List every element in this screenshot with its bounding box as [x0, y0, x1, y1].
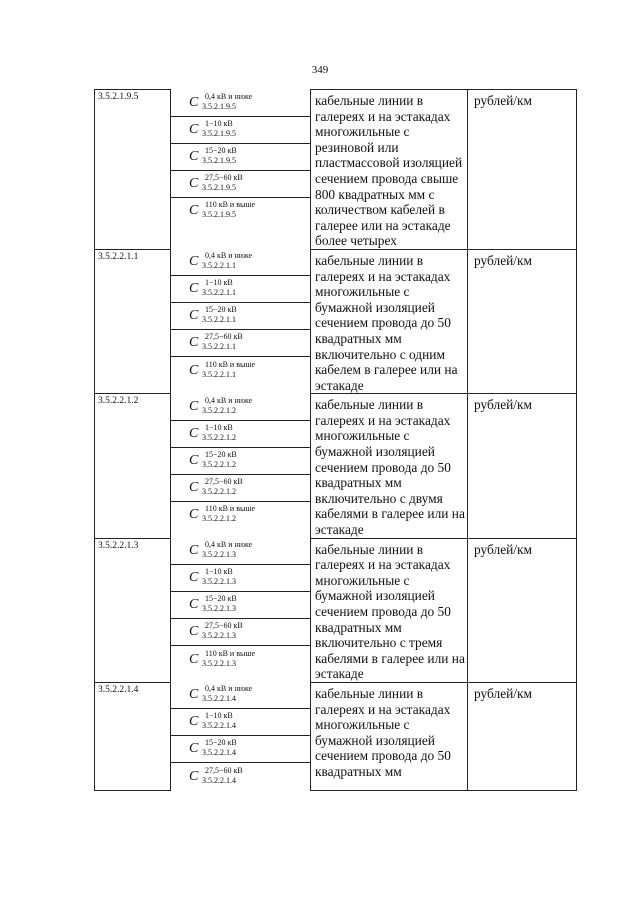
rate-symbol	[189, 765, 292, 789]
symbol-index: 3.5.2.2.1.1	[202, 288, 236, 298]
voltage-class: 1−10 кВ	[205, 567, 233, 577]
voltage-symbol-box	[171, 565, 310, 592]
symbol-index: 3.5.2.1.9.5	[202, 210, 236, 219]
rate-symbol	[189, 395, 292, 419]
voltage-symbol-box	[171, 475, 310, 502]
rate-symbol	[189, 331, 292, 355]
table-row	[95, 394, 577, 538]
symbol-letter: C	[189, 362, 199, 378]
symbol-index: 3.5.2.2.1.3	[202, 658, 236, 668]
symbol-letter: C	[189, 597, 199, 613]
voltage-symbols	[171, 249, 311, 393]
symbol-index: 3.5.2.2.1.4	[202, 748, 236, 758]
symbol-letter: C	[189, 452, 199, 468]
symbol-index: 3.5.2.2.1.3	[202, 604, 236, 614]
voltage-class: 27,5−60 кВ	[205, 621, 243, 631]
voltage-symbol-box	[171, 357, 310, 384]
row-unit: рублей/км	[468, 249, 577, 393]
symbol-letter: C	[189, 570, 199, 586]
symbol-letter: C	[189, 121, 199, 137]
symbol-letter: C	[189, 203, 199, 218]
voltage-symbols	[171, 394, 311, 538]
rate-symbol	[189, 539, 292, 563]
voltage-class: 0,4 кВ и ниже	[205, 251, 253, 261]
symbol-index: 3.5.2.2.1.1	[202, 369, 236, 379]
row-code: 3.5.2.1.9.5	[95, 90, 171, 250]
symbol-index: 3.5.2.2.1.1	[202, 315, 236, 325]
voltage-symbol-box	[171, 330, 310, 357]
symbol-letter: C	[189, 94, 199, 110]
page-number: 349	[311, 64, 329, 76]
voltage-symbol-box	[171, 421, 310, 448]
symbol-letter: C	[189, 768, 199, 784]
symbol-letter: C	[189, 714, 199, 730]
symbol-letter: C	[189, 148, 199, 164]
tariff-table	[94, 89, 577, 791]
voltage-symbol-box	[171, 394, 310, 421]
row-description: кабельные линии в галереях и на эстакадах многожильные с бумажной изоляцией сечением провода до 50 квадратных мм включительно с двумя кабелями в галерее или на эстакаде	[311, 394, 468, 538]
rate-symbol	[189, 648, 292, 672]
rate-symbol	[189, 710, 292, 734]
voltage-symbol-box	[171, 117, 310, 144]
row-description: кабельные линии в галереях и на эстакадах многожильные с бумажной изоляцией сечением провода до 50 квадратных мм включительно с тремя кабелями в галерее или на эстакаде	[311, 538, 468, 682]
voltage-symbol-box	[171, 303, 310, 330]
voltage-symbols	[171, 90, 311, 250]
symbol-index: 3.5.2.1.9.5	[202, 128, 236, 138]
symbol-index: 3.5.2.2.1.4	[202, 694, 236, 704]
voltage-symbols	[171, 682, 311, 790]
row-unit: рублей/км	[468, 682, 577, 790]
voltage-class: 0,4 кВ и ниже	[205, 684, 253, 694]
rate-symbol	[189, 422, 292, 446]
voltage-symbol-box	[171, 646, 310, 673]
rate-symbol	[189, 359, 292, 383]
voltage-class: 110 кВ и выше	[205, 504, 256, 514]
rate-symbol	[189, 737, 292, 761]
voltage-class: 0,4 кВ и ниже	[205, 540, 253, 550]
table-row	[95, 538, 577, 682]
symbol-index: 3.5.2.1.9.5	[202, 155, 236, 165]
voltage-symbol-box	[171, 171, 310, 198]
voltage-symbol-box	[171, 249, 310, 276]
row-description: кабельные линии в галереях и на эстакадах многожильные с резиновой или пластмассовой изоляцией сечением провода свыше 800 квадратных мм с количеством кабелей в галерее или на эстакаде более четырех	[311, 90, 468, 250]
rate-symbol	[189, 91, 292, 115]
symbol-letter: C	[189, 335, 199, 351]
voltage-class: 27,5−60 кВ	[205, 765, 243, 775]
symbol-letter: C	[189, 175, 199, 191]
rate-symbol	[189, 566, 292, 590]
row-unit: рублей/км	[468, 394, 577, 538]
symbol-letter: C	[189, 543, 199, 559]
voltage-symbols	[171, 538, 311, 682]
symbol-letter: C	[189, 651, 199, 667]
symbol-index: 3.5.2.2.1.2	[202, 432, 236, 442]
row-code: 3.5.2.2.1.1	[95, 249, 171, 393]
rate-symbol	[189, 683, 292, 707]
voltage-class: 15−20 кВ	[205, 305, 237, 315]
voltage-symbol-box	[171, 448, 310, 475]
voltage-class: 0,4 кВ и ниже	[205, 91, 253, 101]
symbol-letter: C	[189, 308, 199, 324]
rate-symbol	[189, 304, 292, 328]
voltage-class: 27,5−60 кВ	[205, 332, 243, 342]
voltage-symbol-box	[171, 502, 310, 529]
voltage-symbol-box	[171, 276, 310, 303]
rate-symbol	[189, 172, 292, 196]
symbol-letter: C	[189, 479, 199, 495]
symbol-index: 3.5.2.2.1.4	[202, 775, 236, 785]
rate-symbol	[189, 593, 292, 617]
symbol-letter: C	[189, 687, 199, 703]
voltage-symbol-box	[171, 198, 310, 225]
symbol-index: 3.5.2.2.1.3	[202, 631, 236, 641]
voltage-symbol-box	[171, 144, 310, 171]
row-description: кабельные линии в галереях и на эстакадах многожильные с бумажной изоляцией сечением провода до 50 квадратных мм включительно с одним кабелем в галерее или на эстакаде	[311, 249, 468, 393]
rate-symbol	[189, 476, 292, 500]
voltage-class: 110 кВ и выше	[205, 200, 256, 209]
table-row	[95, 682, 577, 790]
symbol-index: 3.5.2.1.9.5	[202, 101, 236, 111]
symbol-letter: C	[189, 741, 199, 757]
symbol-index: 3.5.2.2.1.2	[202, 486, 236, 496]
voltage-class: 15−20 кВ	[205, 449, 237, 459]
table-row	[95, 249, 577, 393]
symbol-letter: C	[189, 425, 199, 441]
rate-symbol	[189, 145, 292, 169]
rate-symbol	[189, 620, 292, 644]
row-unit: рублей/км	[468, 90, 577, 250]
symbol-index: 3.5.2.2.1.2	[202, 405, 236, 415]
row-code: 3.5.2.2.1.2	[95, 394, 171, 538]
symbol-index: 3.5.2.2.1.3	[202, 577, 236, 587]
rate-symbol	[189, 449, 292, 473]
voltage-class: 1−10 кВ	[205, 118, 233, 128]
symbol-letter: C	[189, 398, 199, 414]
table-row	[95, 90, 577, 250]
symbol-index: 3.5.2.2.1.1	[202, 261, 236, 271]
voltage-class: 27,5−60 кВ	[205, 476, 243, 486]
rate-symbol	[189, 277, 292, 301]
rate-symbol	[189, 503, 292, 527]
voltage-symbol-box	[171, 709, 310, 736]
voltage-class: 1−10 кВ	[205, 711, 233, 721]
voltage-class: 27,5−60 кВ	[205, 172, 243, 182]
voltage-symbol-box	[171, 619, 310, 646]
rate-symbol	[189, 199, 292, 223]
symbol-letter: C	[189, 254, 199, 270]
voltage-class: 1−10 кВ	[205, 422, 233, 432]
rate-symbol	[189, 250, 292, 274]
symbol-index: 3.5.2.1.9.5	[202, 182, 236, 192]
symbol-index: 3.5.2.2.1.2	[202, 459, 236, 469]
voltage-class: 15−20 кВ	[205, 738, 237, 748]
voltage-class: 1−10 кВ	[205, 278, 233, 288]
symbol-letter: C	[189, 624, 199, 640]
voltage-class: 15−20 кВ	[205, 145, 237, 155]
symbol-index: 3.5.2.2.1.1	[202, 342, 236, 352]
symbol-letter: C	[189, 507, 199, 523]
voltage-symbol-box	[171, 592, 310, 619]
voltage-symbol-box	[171, 682, 310, 709]
voltage-class: 110 кВ и выше	[205, 359, 256, 369]
symbol-index: 3.5.2.2.1.3	[202, 550, 236, 560]
row-code: 3.5.2.2.1.4	[95, 682, 171, 790]
row-code: 3.5.2.2.1.3	[95, 538, 171, 682]
voltage-symbol-box	[171, 90, 310, 117]
symbol-letter: C	[189, 281, 199, 297]
voltage-class: 110 кВ и выше	[205, 648, 256, 658]
symbol-index: 3.5.2.2.1.4	[202, 721, 236, 731]
voltage-class: 0,4 кВ и ниже	[205, 395, 253, 405]
rate-symbol	[189, 118, 292, 142]
voltage-symbol-box	[171, 538, 310, 565]
symbol-index: 3.5.2.2.1.2	[202, 514, 236, 524]
voltage-symbol-box	[171, 736, 310, 763]
voltage-symbol-box	[171, 763, 310, 790]
voltage-class: 15−20 кВ	[205, 594, 237, 604]
row-unit: рублей/км	[468, 538, 577, 682]
row-description: кабельные линии в галереях и на эстакадах многожильные с бумажной изоляцией сечением провода до 50 квадратных мм	[311, 682, 468, 790]
